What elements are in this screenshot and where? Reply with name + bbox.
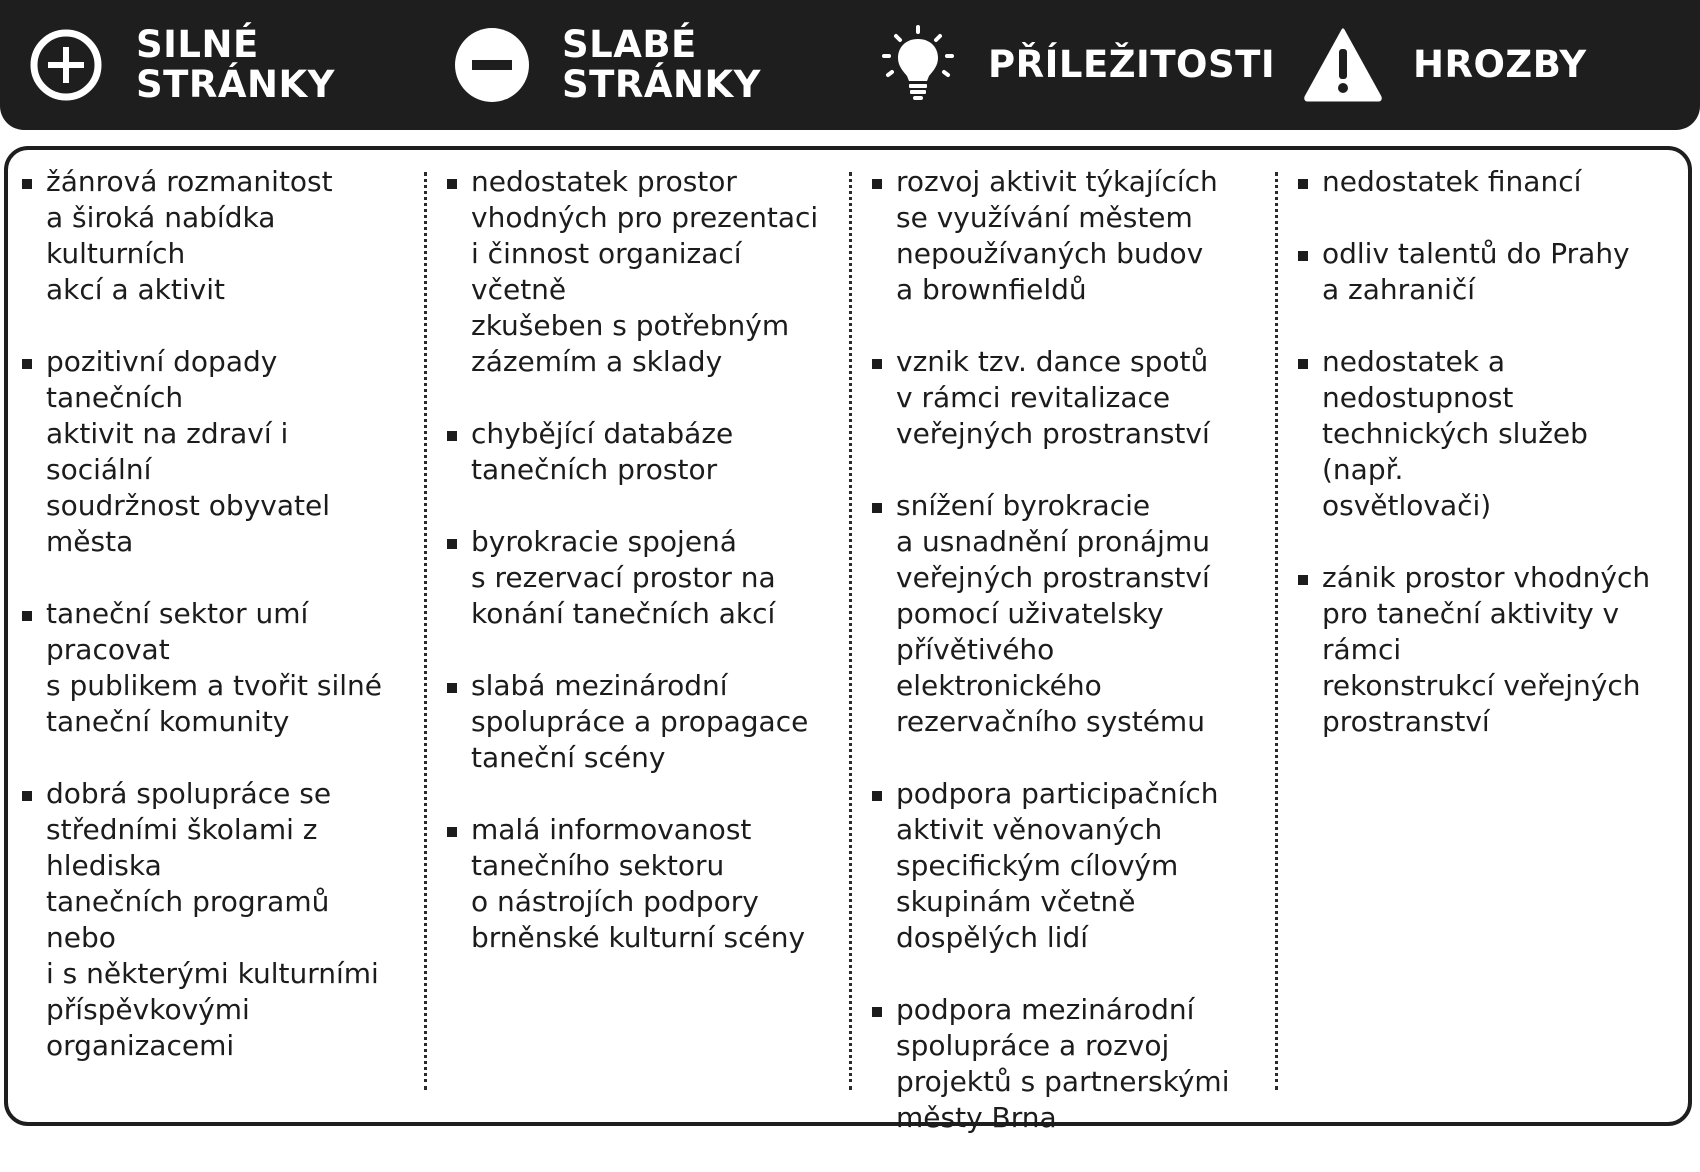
list-item-text: malá informovanost tanečního sektoru o nástrojích podpory brněnské kulturní scény [471, 813, 806, 954]
bullet-square-icon [872, 1007, 882, 1017]
list-item-text: chybějící databáze tanečních prostor [471, 417, 734, 486]
column-divider [1275, 172, 1278, 1090]
bullet-square-icon [1298, 179, 1308, 189]
list-item [447, 164, 827, 380]
list-item-text: nedostatek prostor vhodných pro prezentaci i činnost organizací včetně zkušeben s potřebným zázemím a sklady [471, 165, 819, 378]
minus-circle-icon [452, 25, 532, 105]
bullet-square-icon [872, 179, 882, 189]
bullet-square-icon [1298, 251, 1308, 261]
column-divider [849, 172, 852, 1090]
list-item [1298, 560, 1678, 740]
list-item [447, 812, 827, 956]
list-item-text: slabá mezinárodní spolupráce a propagace taneční scény [471, 669, 809, 774]
list-item [447, 416, 827, 488]
bullet-square-icon [447, 539, 457, 549]
list-item-text: snížení byrokracie a usnadnění pronájmu veřejných prostranství pomocí uživatelsky přívětivého elektronického rezervačního systému [896, 489, 1210, 738]
threats-header [1303, 0, 1587, 130]
list-item [22, 776, 402, 1064]
list-item [872, 164, 1252, 308]
threats-list [1298, 164, 1678, 776]
list-item [22, 344, 402, 560]
bullet-square-icon [872, 503, 882, 513]
list-item [1298, 344, 1678, 524]
opportunities-header [878, 0, 1275, 130]
list-item-text: dobrá spolupráce se středními školami z hlediska tanečních programů nebo i s některými kulturními příspěvkovými organizacemi [46, 777, 379, 1062]
swot-header-bar [0, 0, 1700, 130]
strengths-list [22, 164, 402, 1100]
warning-triangle-icon [1303, 25, 1383, 105]
weaknesses-header [452, 0, 761, 130]
opportunities-title: PŘÍLEŽITOSTI [988, 43, 1276, 86]
opportunities-list [872, 164, 1252, 1172]
weaknesses-title: SLABÉ STRÁNKY [562, 23, 761, 106]
plus-circle-icon [26, 25, 106, 105]
list-item [22, 164, 402, 308]
list-item-text: vznik tzv. dance spotů v rámci revitalizace veřejných prostranství [896, 345, 1210, 450]
bullet-square-icon [872, 359, 882, 369]
bullet-square-icon [22, 611, 32, 621]
list-item [872, 344, 1252, 452]
list-item-text: rozvoj aktivit týkajících se využívání městem nepoužívaných budov a brownfieldů [896, 165, 1218, 306]
bullet-square-icon [1298, 359, 1308, 369]
lightbulb-icon [878, 25, 958, 105]
list-item [22, 596, 402, 740]
list-item [872, 488, 1252, 740]
column-divider [424, 172, 427, 1090]
bullet-square-icon [447, 827, 457, 837]
list-item-text: nedostatek a nedostupnost technických služeb (např. osvětlovači) [1322, 345, 1588, 522]
list-item [447, 668, 827, 776]
list-item-text: zánik prostor vhodných pro taneční aktivity v rámci rekonstrukcí veřejných prostranství [1322, 561, 1651, 738]
list-item-text: podpora participačních aktivit věnovaných specifickým cílovým skupinám včetně dospělých lidí [896, 777, 1219, 954]
list-item-text: taneční sektor umí pracovat s publikem a tvořit silné taneční komunity [46, 597, 382, 738]
bullet-square-icon [447, 683, 457, 693]
list-item [872, 992, 1252, 1136]
bullet-square-icon [447, 179, 457, 189]
weaknesses-list [447, 164, 827, 992]
strengths-title: SILNÉ STRÁNKY [136, 23, 335, 106]
threats-title: HROZBY [1413, 43, 1587, 86]
list-item-text: nedostatek financí [1322, 165, 1582, 198]
list-item-text: byrokracie spojená s rezervací prostor na konání tanečních akcí [471, 525, 776, 630]
bullet-square-icon [22, 791, 32, 801]
list-item [1298, 164, 1678, 200]
bullet-square-icon [22, 359, 32, 369]
bullet-square-icon [447, 431, 457, 441]
list-item-text: odliv talentů do Prahy a zahraničí [1322, 237, 1630, 306]
list-item [447, 524, 827, 632]
bullet-square-icon [22, 179, 32, 189]
strengths-header [26, 0, 335, 130]
bullet-square-icon [1298, 575, 1308, 585]
list-item [1298, 236, 1678, 308]
list-item-text: podpora mezinárodní spolupráce a rozvoj projektů s partnerskými městy Brna [896, 993, 1230, 1134]
list-item [872, 776, 1252, 956]
bullet-square-icon [872, 791, 882, 801]
list-item-text: pozitivní dopady tanečních aktivit na zdraví i sociální soudržnost obyvatel města [46, 345, 330, 558]
list-item-text: žánrová rozmanitost a široká nabídka kulturních akcí a aktivit [46, 165, 333, 306]
